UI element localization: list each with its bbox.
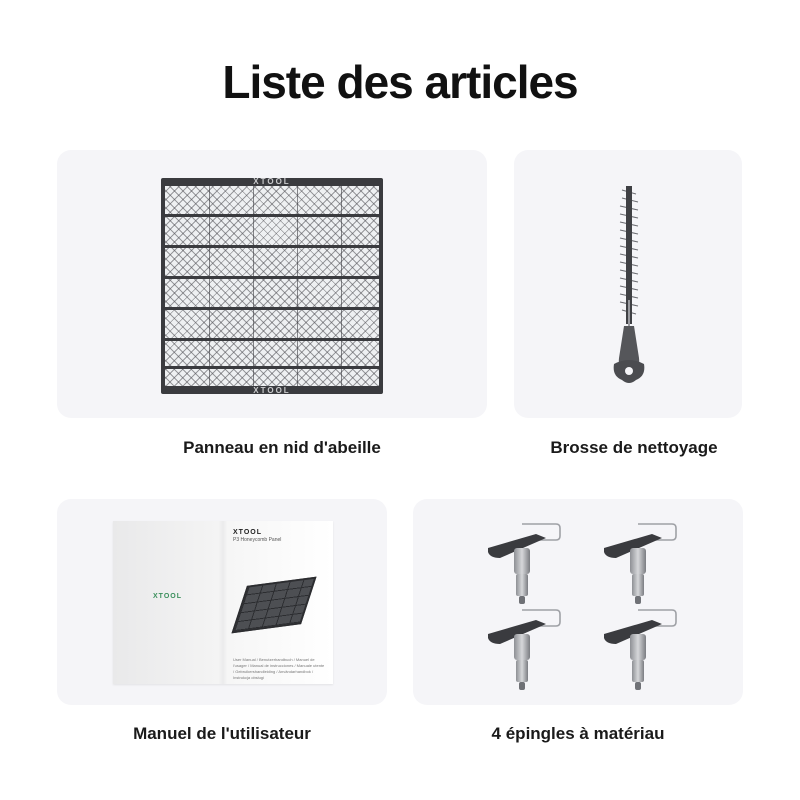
manual-brand-logo-left: XTOOL — [153, 593, 182, 600]
material-pins-card — [413, 499, 743, 705]
user-manual-card — [57, 499, 387, 705]
honeycomb-panel-card — [57, 150, 487, 418]
honeycomb-panel-caption: Panneau en nid d'abeille — [183, 438, 381, 457]
manual-subtitle: P3 Honeycomb Panel — [233, 537, 282, 543]
honeycomb-panel-image — [161, 178, 383, 394]
panel-brand-logo-top: XTOOL — [253, 177, 291, 186]
user-manual-caption: Manuel de l'utilisateur — [133, 724, 311, 743]
cleaning-brush-image — [514, 150, 742, 418]
cleaning-brush-caption: Brosse de nettoyage — [550, 438, 718, 457]
manual-languages: User Manual / Benutzerhandbuch / Manuel de l'usager / Manual de instrucciones / Manuale utente / Gebruikershandleiding / Användarhandbok / Instrukcja obsługi — [233, 657, 325, 680]
material-pins-caption: 4 épingles à matériau — [491, 724, 665, 743]
manual-panel-illustration — [231, 577, 316, 634]
user-manual-image — [113, 521, 333, 684]
cleaning-brush-card — [514, 150, 742, 418]
panel-brand-logo-bottom: XTOOL — [253, 386, 291, 395]
manual-brand-logo-right: XTOOL — [233, 529, 262, 536]
material-pins-image — [413, 499, 743, 705]
page-title: Liste des articles — [222, 56, 578, 108]
